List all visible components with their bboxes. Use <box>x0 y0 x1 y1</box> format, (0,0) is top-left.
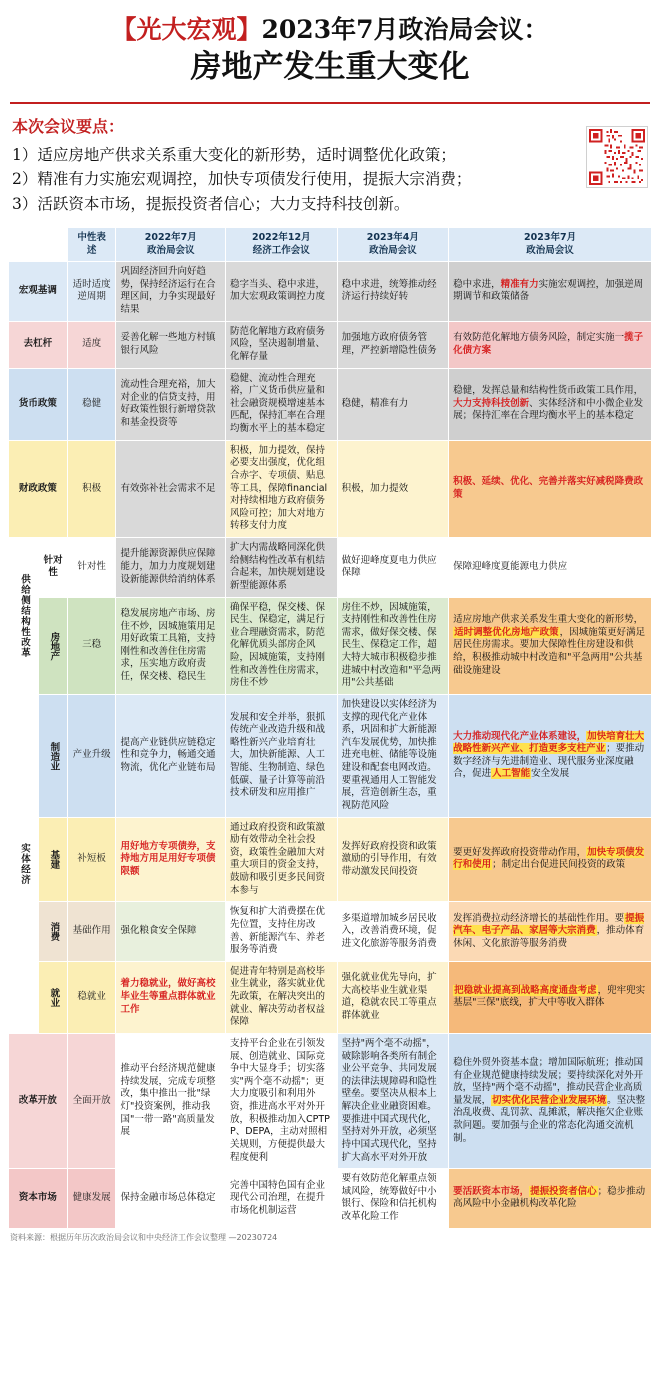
cell-2023-07: 稳中求进，精准有力实施宏观调控，加强逆周期调节和政策储备 <box>449 262 652 322</box>
cell-2023-07: 大力推动现代化产业体系建设，加快培育壮大战略性新兴产业、打造更多支柱产业；要推动数字经济与先进制造业、现代服务业深度融合，促进人工智能安全发展 <box>449 694 652 817</box>
source-footnote: 资料来源：根据历年历次政治局会议和中央经济工作会议整理 —20230724 <box>10 1232 278 1242</box>
cell-2022-12: 促进青年特别是高校毕业生就业，落实就业优先政策，在解决突出的就业、解决劳动者权益保障 <box>226 961 338 1033</box>
table-row <box>9 902 652 962</box>
cell-2023-04: 积极，加力提效 <box>337 440 449 537</box>
table-row <box>9 321 652 368</box>
cell-2023-04: 加快建设以实体经济为支撑的现代化产业体系，巩固和扩大新能源汽车发展优势，加快推进充电桩、储能等设施建设和配套电网改造。要重视通用人工智能发展，营造创新生态，重视防范风险 <box>337 694 449 817</box>
row-label-reform-opening: 改革开放 <box>9 1033 68 1168</box>
cell-neutral: 适度 <box>67 321 116 368</box>
group-label-real-economy: 实体经济 <box>9 694 39 1033</box>
table-row <box>9 597 652 694</box>
row-label-real-estate: 房地产 <box>39 597 67 694</box>
cell-2023-07: 积极、延续、优化、完善并落实好减税降费政策 <box>449 440 652 537</box>
cell-2022-12: 完善中国特色国有企业现代公司治理，在提升市场化机制运营 <box>226 1169 338 1229</box>
cell-2023-04: 要有效防范化解重点领域风险，统筹做好中小银行、保险和信托机构改革化险工作 <box>337 1169 449 1229</box>
cell-2023-07: 适应房地产供求关系发生重大变化的新形势，适时调整优化房地产政策，因城施策更好满足居民住房需求。要加大保障性住房建设和供给，积极推动城中村改造和"平急两用"公共基础设施建设 <box>449 597 652 694</box>
col-header-2023-04: 2023年4月 政治局会议 <box>337 227 449 261</box>
row-label-manufacturing: 制造业 <box>39 694 67 817</box>
col-header-2022-07: 2022年7月 政治局会议 <box>116 227 226 261</box>
cell-2022-12: 防范化解地方政府债务风险，坚决遏制增量、化解存量 <box>226 321 338 368</box>
row-label-employment: 就业 <box>39 961 67 1033</box>
cell-2023-04: 多渠道增加城乡居民收入，改善消费环境，促进文化旅游等服务消费 <box>337 902 449 962</box>
row-label-infrastructure: 基建 <box>39 817 67 902</box>
title-bracket: 【光大宏观】 <box>111 15 262 44</box>
title-rest: 2023年7月政治局会议： <box>261 15 549 44</box>
row-label-targeted: 针对性 <box>39 538 67 598</box>
list-item: 3）活跃资本市场，提振投资者信心；大力支持科技创新。 <box>12 195 410 214</box>
cell-2022-07: 保持金融市场总体稳定 <box>116 1169 226 1229</box>
cell-2023-07: 把稳就业提高到战略高度通盘考虑，兜牢兜实基层"三保"底线，扩大中等收入群体 <box>449 961 652 1033</box>
document-header <box>8 0 652 94</box>
cell-2023-07: 要更好发挥政府投资带动作用，加快专项债发行和使用；制定出台促进民间投资的政策 <box>449 817 652 902</box>
policy-comparison-table <box>8 227 652 1229</box>
cell-2023-04: 坚持"两个毫不动摇"，破除影响各类所有制企业公平竞争、共同发展的法律法规障碍和隐性壁垒。要坚决从根本上解决企业业融资困难。要推进中国式现代化，坚持对外开放，必须坚持中国式现代化，坚持扩大高水平对外开放 <box>337 1033 449 1168</box>
cell-2022-12: 确保平稳，保交楼、保民生、保稳定，满足行业合理融资需求，防范化解优质头部房企风险，因城施策，支持刚性和改善性住房需求，房住不炒 <box>226 597 338 694</box>
col-header-2023-07: 2023年7月 政治局会议 <box>449 227 652 261</box>
cell-2023-04: 强化就业优先导向，扩大高校毕业生就业渠道，稳就农民工等重点群体就业 <box>337 961 449 1033</box>
cell-2023-07: 发挥消费拉动经济增长的基础性作用。要提振汽车、电子产品、家居等大宗消费，推动体育休闲、文化旅游等服务消费 <box>449 902 652 962</box>
cell-2023-04: 稳中求进，统筹推动经济运行持续好转 <box>337 262 449 322</box>
cell-neutral: 稳健 <box>67 368 116 440</box>
row-label-macro: 宏观基调 <box>9 262 68 322</box>
table-row <box>9 262 652 322</box>
table-row <box>9 538 652 598</box>
cell-neutral: 积极 <box>67 440 116 537</box>
cell-neutral: 稳就业 <box>67 961 116 1033</box>
key-points-list <box>10 143 650 217</box>
cell-2023-04: 加强地方政府债务管理，严控新增隐性债务 <box>337 321 449 368</box>
cell-2022-07: 提升能源资源供应保障能力，加力力度规划建设新能源供给消纳体系 <box>116 538 226 598</box>
cell-2023-07: 要活跃资本市场，提振投资者信心；稳步推动高风险中小金融机构改革化险 <box>449 1169 652 1229</box>
key-points-heading: 本次会议要点： <box>12 116 125 136</box>
cell-2023-07: 有效防范化解地方债务风险，制定实施一揽子化债方案 <box>449 321 652 368</box>
table-row <box>9 961 652 1033</box>
qr-code-icon <box>586 126 648 188</box>
cell-2022-07: 稳发展房地产市场、房住不炒，因城施策用足用好政策工具箱，支持刚性和改善住住房需求，压实地方政府责任，保交楼、稳民生 <box>116 597 226 694</box>
cell-2022-07: 推动平台经济规范健康持续发展，完成专项整改，集中推出一批"绿灯"投资案例，推动我国"一带一路"高质量发展 <box>116 1033 226 1168</box>
table-header-row <box>9 227 652 261</box>
table-row <box>9 1169 652 1229</box>
cell-2023-04: 房住不炒，因城施策，支持刚性和改善性住房需求，做好保交楼、保民生、保稳定工作，超大特大城市积极稳步推进城中村改造和"平急两用"公共基础 <box>337 597 449 694</box>
cell-2022-07: 妥善化解一些地方村镇银行风险 <box>116 321 226 368</box>
cell-2022-12: 发展和安全并举，狠抓传统产业改造升级和战略性新兴产业培育壮大，加快新能源、人工智能、生物制造、绿色低碳、量子计算等前沿技术研发和应用推广 <box>226 694 338 817</box>
cell-neutral: 三稳 <box>67 597 116 694</box>
col-header-neutral: 中性表 述 <box>67 227 116 261</box>
cell-neutral: 全面开放 <box>67 1033 116 1168</box>
table-row <box>9 368 652 440</box>
table-row <box>9 440 652 537</box>
cell-2022-07: 有效弥补社会需求不足 <box>116 440 226 537</box>
cell-2023-04: 稳健，精准有力 <box>337 368 449 440</box>
cell-2023-07: 稳健，发挥总量和结构性货币政策工具作用，大力支持科技创新、实体经济和中小微企业发展；保持汇率在合理均衡水平上的基本稳定 <box>449 368 652 440</box>
cell-2022-07: 着力稳就业，做好高校毕业生等重点群体就业工作 <box>116 961 226 1033</box>
cell-neutral: 适时适度逆周期 <box>67 262 116 322</box>
cell-neutral: 补短板 <box>67 817 116 902</box>
cell-2022-12: 通过政府投资和政策激励有效带动全社会投资，政策性金融加大对重大项目的资金支持，鼓励和吸引更多民间资本参与 <box>226 817 338 902</box>
key-points-section <box>8 104 652 225</box>
cell-2023-07: 稳住外贸外资基本盘；增加国际航班；推动国有企业规范健康持续发展；要持续深化对外开放，坚持"两个毫不动摇"，推动民营企业高质量发展，切实优化民营企业发展环境。坚决整治乱收费、乱罚款、乱摊派，解决拖欠企业账款问题。要加强与企业的常态化沟通交流机制。 <box>449 1033 652 1168</box>
cell-2022-12: 积极，加力提效，保持必要支出强度，优化组合赤字、专项债、贴息等工具，保障financial对持续相地方政府债务风险可控；加大对地方转移支付力度 <box>226 440 338 537</box>
cell-2023-04: 做好迎峰度夏电力供应保障 <box>337 538 449 598</box>
row-label-capital-market: 资本市场 <box>9 1169 68 1229</box>
cell-2022-12: 支持平台企业在引领发展、创造就业、国际竞争中大显身手；切实落实"两个毫不动摇"；更大力度吸引和利用外资，推进高水平对外开放，积极推动加入CPTPP、DEPA，主动对照相关规则，方便提供最大程度便利 <box>226 1033 338 1168</box>
cell-neutral: 产业升级 <box>67 694 116 817</box>
cell-2022-07: 用好地方专项债券，支持地方用足用好专项债限额 <box>116 817 226 902</box>
cell-neutral: 针对性 <box>67 538 116 598</box>
cell-2022-12: 恢复和扩大消费摆在优先位置，支持住房改善、新能源汽车、养老服务等消费 <box>226 902 338 962</box>
row-label-deleverage: 去杠杆 <box>9 321 68 368</box>
table-row <box>9 694 652 817</box>
cell-neutral: 基础作用 <box>67 902 116 962</box>
col-header-2022-12: 2022年12月 经济工作会议 <box>226 227 338 261</box>
row-label-monetary: 货币政策 <box>9 368 68 440</box>
cell-2022-07: 强化粮食安全保障 <box>116 902 226 962</box>
page-subtitle: 房地产发生重大变化 <box>190 49 470 86</box>
row-label-consumption: 消费 <box>39 902 67 962</box>
table-corner-cell <box>9 227 68 261</box>
cell-2022-12: 扩大内需战略同深化供给侧结构性改革有机结合起来，加快规划建设新型能源体系 <box>226 538 338 598</box>
list-item: 1）适应房地产供求关系重大变化的新形势，适时调整优化政策； <box>12 145 456 164</box>
row-label-fiscal: 财政政策 <box>9 440 68 537</box>
cell-2022-07: 流动性合理充裕，加大对企业的信贷支持，用好政策性银行新增贷款和基金投资等 <box>116 368 226 440</box>
cell-2022-07: 提高产业链供应链稳定性和竞争力，畅通交通物流，优化产业链布局 <box>116 694 226 817</box>
cell-2022-12: 稳字当头、稳中求进，加大宏观政策调控力度 <box>226 262 338 322</box>
cell-neutral: 健康发展 <box>67 1169 116 1229</box>
group-label-supply-side: 供给侧结构性改革 <box>9 538 39 695</box>
page-title <box>14 14 646 45</box>
table-row <box>9 817 652 902</box>
cell-2023-04: 发挥好政府投资和政策激励的引导作用，有效带动激发民间投资 <box>337 817 449 902</box>
cell-2022-07: 巩固经济回升向好趋势，保持经济运行在合理区间，力争实现最好结果 <box>116 262 226 322</box>
list-item: 2）精准有力实施宏观调控，加快专项债发行使用，提振大宗消费； <box>12 170 472 189</box>
cell-2022-12: 稳健、流动性合理充裕，广义货币供应量和社会融资规模增速基本匹配，保持汇率在合理均衡水平上的基本稳定 <box>226 368 338 440</box>
cell-2023-07: 保障迎峰度夏能源电力供应 <box>449 538 652 598</box>
table-row <box>9 1033 652 1168</box>
